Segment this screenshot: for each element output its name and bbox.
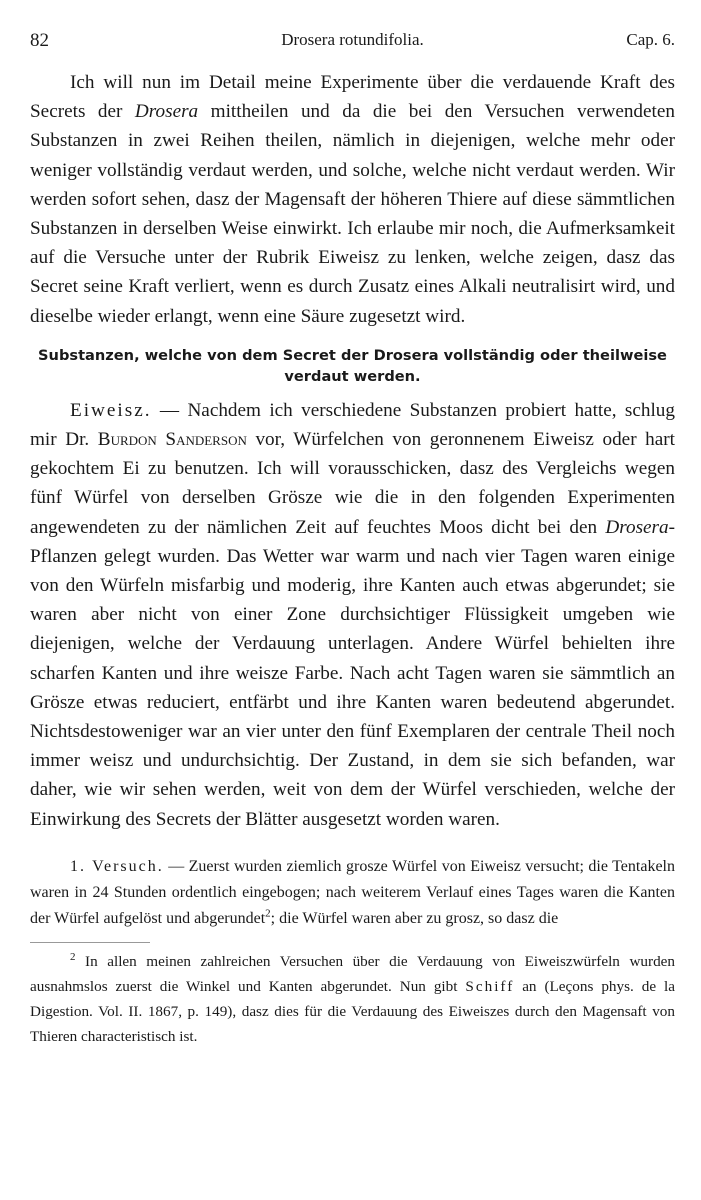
eiweisz-text-2: vor, Würfelchen von geronnenem Eiweisz oder hart gekochtem Ei zu benutzen. Ich will vorausschicken, dasz des Vergleichs wegen fünf Würfel von derselben Grösze wie die in den folgenden Experimenten angewendeten zu der nämlichen Zeit auf feuchtes Moos dicht bei den: [30, 429, 675, 538]
section-heading-line-1: Substanzen, welche von dem Secret der Drosera vollständig oder theilweise: [38, 346, 667, 364]
intro-text-1: Ich will nun im Detail meine Experimente über die verdauende Kraft des Secrets der: [30, 72, 675, 123]
section-heading-line-2: verdaut werden.: [284, 367, 421, 385]
chapter-label: Cap. 6.: [626, 30, 675, 49]
running-title: Drosera rotundifolia.: [281, 30, 424, 49]
versuch-text-1: — Zuerst wurden ziemlich grosze Würfel von Eiweisz versucht; die Tentakeln waren in 24 Stunden ordentlich eingebogen; nach weiterem Verlauf eines Tages waren die Kanten der Würfel aufgelöst und abgerundet: [30, 857, 675, 927]
intro-drosera: Drosera: [134, 101, 199, 123]
body-text: [30, 68, 675, 1049]
versuch-lead: 1. Versuch.: [70, 857, 164, 875]
footnote-reference: 2: [265, 907, 271, 920]
eiweisz-text-1: — Nachdem ich verschiedene Substanzen probiert hatte, schlug mir Dr.: [30, 399, 675, 451]
eiweisz-drosera: Drosera: [605, 516, 669, 538]
versuch-paragraph: [30, 854, 675, 932]
intro-text-2: mittheilen und da die bei den Versuchen verwendeten Substanzen in zwei Reihen theilen, nämlich in diejenigen, welche mehr oder weniger vollständig verdaut werden, und solche, welche nicht verdaut werden. Wir werden sofort sehen, dasz der Magensaft der höheren Thiere auf diese sämmtlichen Substanzen in derselben Weise einwirkt. Ich erlaube mir noch, die Aufmerksamkeit auf die Versuche unter der Rubrik Eiweisz zu lenken, welche zeigen, dasz das Secret seine Kraft verliert, wenn es durch Zusatz eines Alkali neutralisirt wird, und dieselbe wieder erlangt, wenn eine Säure zugesetzt wird.: [30, 101, 675, 327]
running-header: [30, 30, 675, 54]
eiweisz-lead: Eiweisz.: [70, 399, 152, 421]
footnote: [30, 949, 675, 1049]
footnote-text-2: an (Leçons phys. de la Digestion. Vol. II. 1867, p. 149), dasz dies für die Verdauung des Eiweiszes durch den Magensaft von Thieren characteristisch ist.: [30, 977, 675, 1045]
versuch-block: [30, 854, 675, 932]
eiweisz-paragraph: [30, 396, 675, 834]
section-heading: [30, 345, 675, 387]
footnote-mark: 2: [70, 950, 76, 963]
eiweisz-text-3: -Pflanzen gelegt wurden. Das Wetter war warm und nach vier Tagen waren einige von den Würfeln misfarbig und moderig, ihre Kanten auch etwas abgerundet; sie waren aber nicht von einer Zone durchsichtiger Flüssigkeit umgeben wie diejenigen, welche der Verdauung unterlagen. Andere Würfel behielten ihre scharfen Kanten und ihre weisze Farbe. Nach acht Tagen waren sie sämmtlich an Grösze etwas reduciert, entfärbt und ihre Kanten waren bedeutend abgerundet. Nichtsdestoweniger war an vier unter den fünf Exemplaren der centrale Theil noch immer weisz und undurchsichtig. Der Zustand, in dem sie sich befanden, war daher, wie wir sehen werden, weit von dem der Würfel verschieden, welche der Einwirkung des Secrets der Blätter ausgesetzt worden waren.: [30, 516, 675, 830]
page-number: 82: [30, 30, 49, 51]
footnote-divider: [30, 942, 150, 943]
author-name: Burdon Sanderson: [97, 429, 247, 451]
versuch-text-2: ; die Würfel waren aber zu grosz, so dasz die: [270, 909, 559, 927]
footnote-author: Schiff: [465, 977, 515, 995]
footnote-text-1: In allen meinen zahlreichen Versuchen über die Verdauung von Eiweiszwürfeln wurden ausnahmslos zuerst die Winkel und Kanten abgerundet. Nun gibt: [30, 952, 675, 995]
intro-paragraph: [30, 68, 675, 331]
